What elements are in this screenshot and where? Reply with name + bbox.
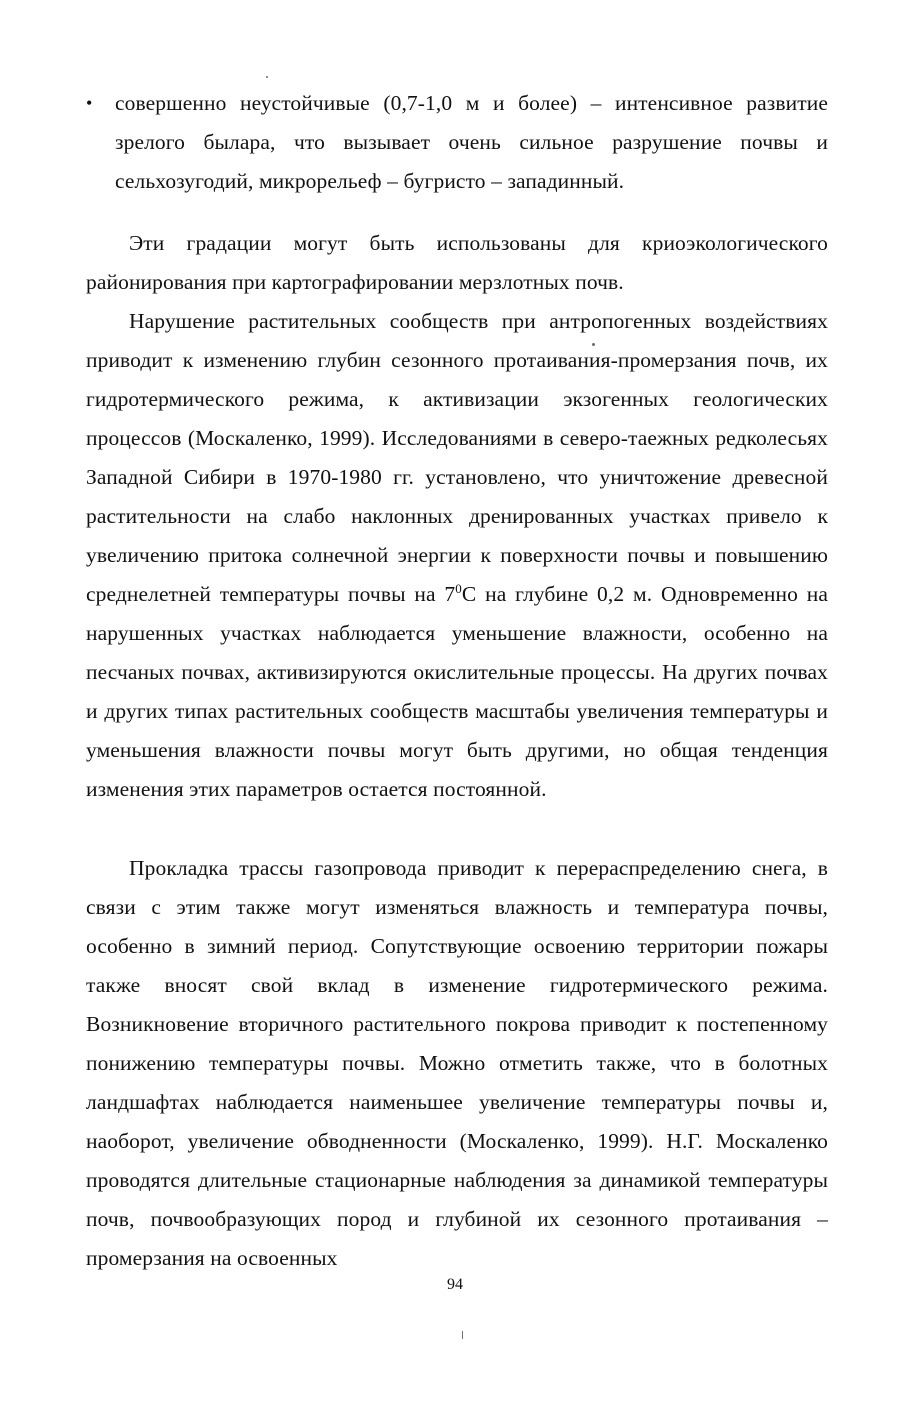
bullet-marker: • bbox=[86, 93, 93, 113]
paragraph-text-before-superscript: Нарушение растительных сообществ при антропогенных воздействиях приводит к изменению глубин сезонного протаивания-промерзания почв, их гидротермического режима, к активизации экзогенных геологических процессов (Москаленко, 1999). Исследованиями в северо-таежных редколесьях Западной Сибири в 1970-1980 гг. установлено, что уничтожение древесной растительности на слабо наклонных дренированных участках привело к увеличению притока солнечной энергии к поверхности почвы и повышению среднелетней температуры почвы на 7 bbox=[86, 309, 828, 606]
bullet-item bbox=[86, 84, 828, 201]
paragraph-gradations: Эти градации могут быть использованы для криоэкологического районирования при картографировании мерзлотных почв. bbox=[86, 231, 828, 294]
bullet-text: совершенно неустойчивые (0,7-1,0 м и более) – интенсивное развитие зрелого былара, что вызывает очень сильное разрушение почвы и сельхозугодий, микрорельеф – бугристо – западинный. bbox=[115, 91, 828, 193]
temperature-superscript: 0 bbox=[455, 580, 462, 596]
paragraph-gas-pipeline: Прокладка трассы газопровода приводит к перераспределению снега, в связи с этим также могут изменяться влажность и температура почвы, особенно в зимний период. Сопутствующие освоению территории пожары также вносят свой вклад в изменение гидротермического режима. Возникновение вторичного растительного покрова приводит к постепенному понижению температуры почвы. Можно отметить также, что в болотных ландшафтах наблюдается наименьшее увеличение температуры почвы и, наоборот, увеличение обводненности (Москаленко, 1999). Н.Г. Москаленко проводятся длительные стационарные наблюдения за динамикой температуры почв, почвообразующих пород и глубиной их сезонного протаивания – промерзания на освоенных bbox=[86, 856, 828, 1270]
page-number: 94 bbox=[447, 1276, 463, 1293]
scan-mark bbox=[462, 1331, 463, 1339]
scan-speck bbox=[266, 76, 268, 78]
paragraph-vegetation-disturbance bbox=[86, 302, 828, 809]
bullet-list bbox=[86, 84, 828, 201]
paragraph-text-after-superscript: С на глубине 0,2 м. Одновременно на нарушенных участках наблюдается уменьшение влажности, особенно на песчаных почвах, активизируются окислительные процессы. На других почвах и других типах растительных сообществ масштабы увеличения температуры и уменьшения влажности почвы могут быть другими, но общая тенденция изменения этих параметров остается постоянной. bbox=[86, 582, 828, 801]
